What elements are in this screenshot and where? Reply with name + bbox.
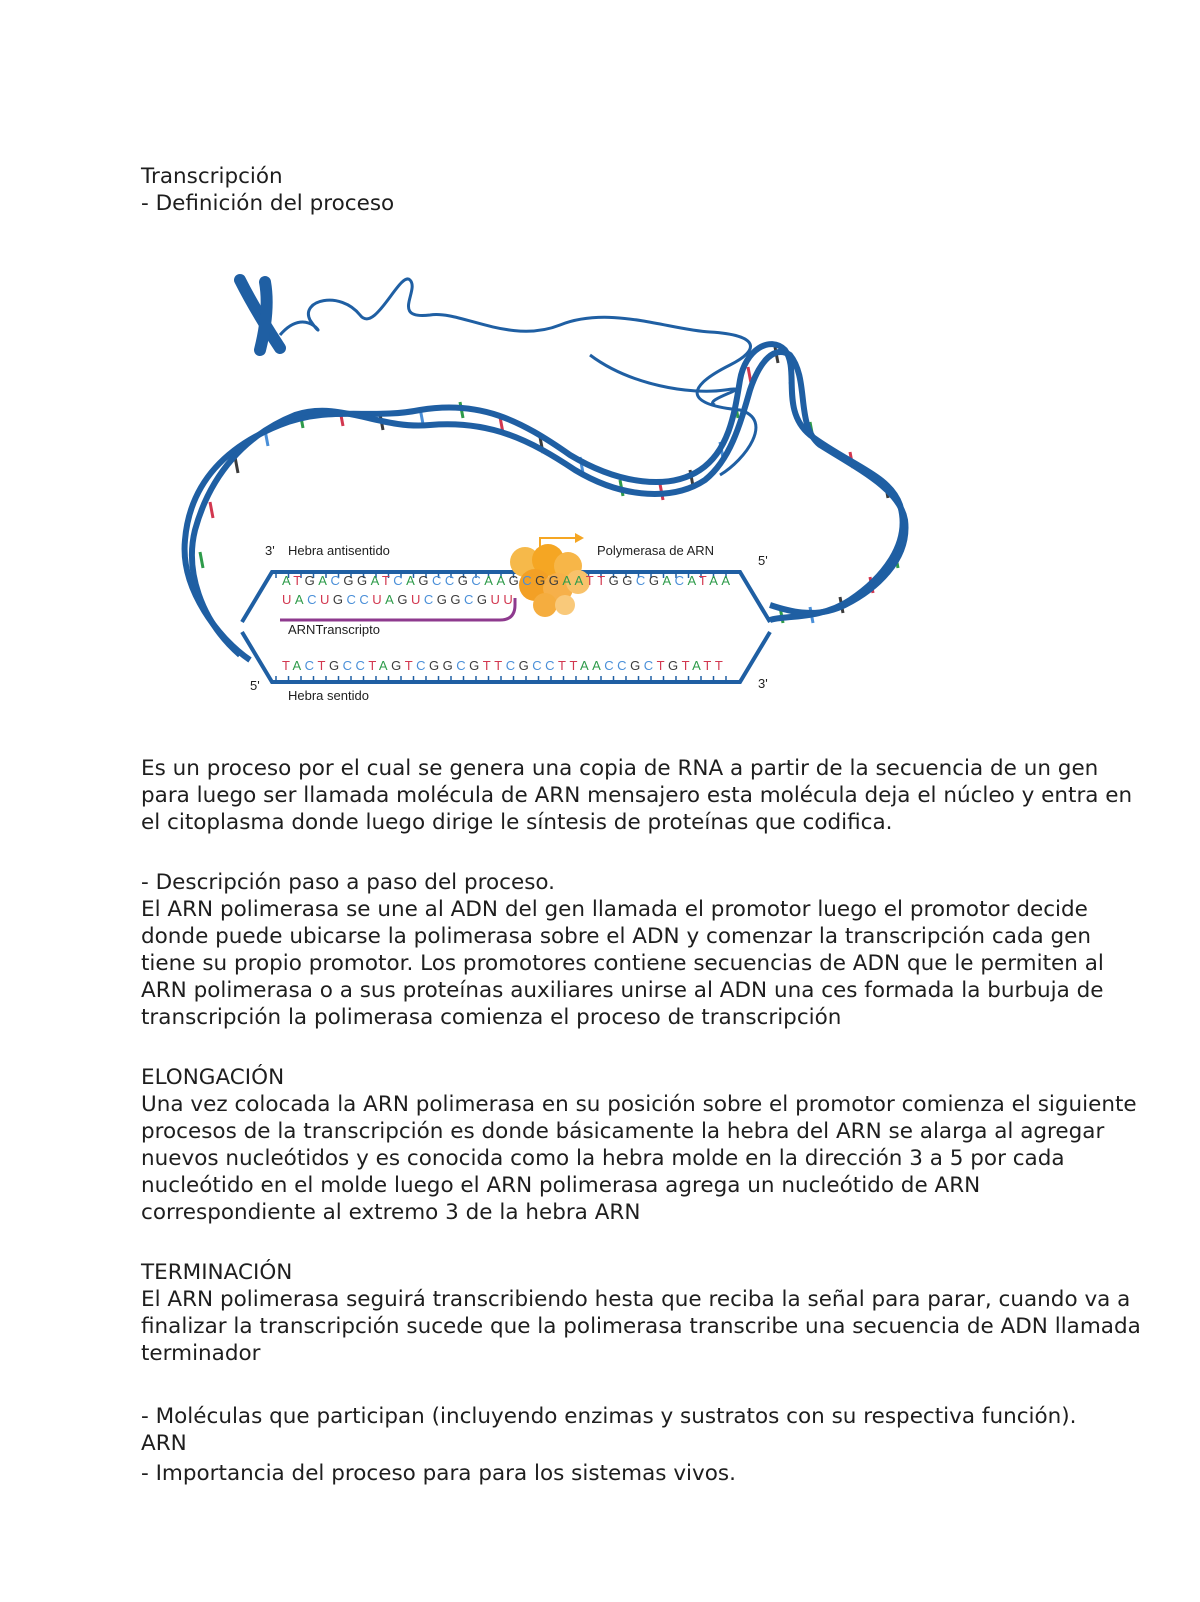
nucleotide: T xyxy=(698,573,710,588)
nucleotide: C xyxy=(643,658,657,673)
nucleotide: T xyxy=(714,658,727,673)
nucleotide: C xyxy=(423,592,437,607)
nucleotide: U xyxy=(503,592,517,607)
nucleotide: T xyxy=(381,573,394,588)
definition-line-3: el citoplasma donde luego dirige le síntesis de proteínas que codifica. xyxy=(141,810,893,835)
nucleotide: T xyxy=(656,658,669,673)
nucleotide: T xyxy=(482,658,495,673)
nucleotide: C xyxy=(307,592,320,607)
steps-line-3: tiene su propio promotor. Los promotores contiene secuencias de ADN que le permiten al xyxy=(141,951,1104,976)
nucleotide: T xyxy=(597,573,609,588)
termination-line-2: finalizar la transcripción sucede que la polimerasa transcribe una secuencia de ADN llamada xyxy=(141,1314,1141,1339)
nucleotide: T xyxy=(703,658,715,673)
nucleotide: T xyxy=(569,658,580,673)
nucleotide: C xyxy=(635,573,649,588)
label-5-prime-top: 5' xyxy=(758,553,768,568)
section-heading-steps: - Descripción paso a paso del proceso. xyxy=(141,870,556,895)
section-heading-molecules: - Moléculas que participan (incluyendo enzimas y sustratos con su respectiva función). xyxy=(141,1404,1077,1429)
nucleotide: G xyxy=(548,573,563,588)
nucleotide: C xyxy=(444,573,458,588)
elongation-line-2: procesos de la transcripción es donde básicamente la hebra del ARN se alarga al agregar xyxy=(141,1119,1105,1144)
nucleotide: T xyxy=(404,658,417,673)
antisense-sequence xyxy=(282,573,734,588)
label-polymerase: Polymerasa de ARN xyxy=(597,543,715,558)
nucleotide: G xyxy=(329,658,343,673)
nucleotide: G xyxy=(304,573,319,588)
document-title: Transcripción xyxy=(141,164,283,189)
transcription-diagram xyxy=(160,260,940,725)
nucleotide: T xyxy=(494,658,506,673)
nucleotide: G xyxy=(442,658,457,673)
label-antisense: Hebra antisentido xyxy=(288,543,390,558)
nucleotide: C xyxy=(674,573,688,588)
nucleotide: G xyxy=(343,573,357,588)
nucleotide: A xyxy=(662,573,675,588)
nucleotide: C xyxy=(604,658,618,673)
nucleotide: A xyxy=(294,592,308,607)
nucleotide: A xyxy=(692,658,704,673)
nucleotide: U xyxy=(490,592,504,607)
nucleotide: G xyxy=(608,573,623,588)
nucleotide: G xyxy=(476,592,491,607)
nucleotide: A xyxy=(292,658,305,673)
section-heading-importance: - Importancia del proceso para para los sistemas vivos. xyxy=(141,1461,736,1486)
nucleotide: G xyxy=(450,592,464,607)
nucleotide: G xyxy=(397,592,411,607)
elongation-line-4: nucleótido en el molde luego el ARN polimerasa agrega un nucleótido de ARN xyxy=(141,1173,981,1198)
nucleotide: G xyxy=(391,658,405,673)
nucleotide: T xyxy=(317,658,329,673)
section-heading-elongation: ELONGACIÓN xyxy=(141,1065,285,1090)
nucleotide: G xyxy=(648,573,663,588)
nucleotide: C xyxy=(471,573,485,588)
nucleotide: G xyxy=(469,658,483,673)
steps-line-2: donde puede ubicarse la polimerasa sobre el ADN y comenzar la transcripción cada gen xyxy=(141,924,1092,949)
nucleotide: A xyxy=(496,573,509,588)
nucleotide: A xyxy=(592,658,605,673)
chromatin-fiber-2 xyxy=(590,355,736,405)
nucleotide: A xyxy=(406,573,419,588)
nucleotide: C xyxy=(304,658,318,673)
transcription-figure xyxy=(160,260,940,725)
definition-line-2: para luego ser llamada molécula de ARN mensajero esta molécula deja el núcleo y entra en xyxy=(141,783,1133,808)
steps-line-1: El ARN polimerasa se une al ADN del gen llamada el promotor luego el promotor decide xyxy=(141,897,1088,922)
nucleotide: T xyxy=(293,573,305,588)
nucleotide: C xyxy=(330,573,344,588)
nucleotide: T xyxy=(558,658,570,673)
direction-arrow-head xyxy=(575,533,584,543)
nucleotide: U xyxy=(319,592,333,607)
nucleotide: T xyxy=(368,658,379,673)
nucleotide: A xyxy=(484,573,497,588)
definition-line-1: Es un proceso por el cual se genera una copia de RNA a partir de la secuencia de un gen xyxy=(141,756,1099,781)
nucleotide: G xyxy=(518,658,533,673)
rna-sequence xyxy=(282,592,516,607)
nucleotide: A xyxy=(370,573,382,588)
nucleotide: A xyxy=(579,658,593,673)
nucleotide: U xyxy=(372,592,386,607)
nucleotide: G xyxy=(535,573,549,588)
section-heading-definition: - Definición del proceso xyxy=(141,191,395,216)
nucleotide: T xyxy=(585,573,598,588)
nucleotide: C xyxy=(359,592,373,607)
nucleotide: U xyxy=(410,592,424,607)
nucleotide: G xyxy=(356,573,371,588)
nucleotide: T xyxy=(681,658,693,673)
chromatin-fiber xyxy=(280,279,756,475)
nucleotide: C xyxy=(522,573,536,588)
steps-line-5: transcripción la polimerasa comienza el proceso de transcripción xyxy=(141,1005,842,1030)
nucleotide: G xyxy=(622,573,636,588)
nucleotide: C xyxy=(545,658,558,673)
elongation-line-5: correspondiente al extremo 3 de la hebra ARN xyxy=(141,1200,641,1225)
nucleotide: C xyxy=(342,658,356,673)
label-3-prime-top: 3' xyxy=(265,543,275,558)
nucleotide: T xyxy=(282,658,293,673)
termination-line-3: terminador xyxy=(141,1341,261,1366)
nucleotide: A xyxy=(318,573,331,588)
base-pair-rung xyxy=(210,502,213,518)
nucleotide: C xyxy=(416,658,430,673)
nucleotide: G xyxy=(630,658,644,673)
elongation-line-1: Una vez colocada la ARN polimerasa en su posición sobre el promotor comienza el siguiente xyxy=(141,1092,1137,1117)
nucleotide: C xyxy=(532,658,546,673)
label-rna-transcript: ARNTranscripto xyxy=(288,622,380,637)
chromosome-icon xyxy=(240,280,280,350)
molecules-item: ARN xyxy=(141,1431,187,1456)
nucleotide: A xyxy=(687,573,699,588)
steps-line-4: ARN polimerasa o a sus proteínas auxiliares unirse al ADN una ces formada la burbuja de xyxy=(141,978,1104,1003)
nucleotide: G xyxy=(429,658,443,673)
nucleotide: U xyxy=(282,592,295,607)
nucleotide: A xyxy=(385,592,398,607)
elongation-line-3: nuevos nucleótidos y es conocida como la hebra molde en la dirección 3 a 5 por cada xyxy=(141,1146,1065,1171)
nucleotide: C xyxy=(431,573,445,588)
nucleotide: C xyxy=(505,658,519,673)
nucleotide: A xyxy=(378,658,392,673)
nucleotide: C xyxy=(346,592,360,607)
base-pair-rung xyxy=(200,552,203,568)
sense-sequence xyxy=(282,658,726,673)
nucleotide: G xyxy=(668,658,682,673)
nucleotide: A xyxy=(709,573,722,588)
nucleotide: C xyxy=(355,658,369,673)
nucleotide: A xyxy=(574,573,586,588)
label-5-prime-bottom: 5' xyxy=(250,678,260,693)
nucleotide: G xyxy=(332,592,347,607)
nucleotide: C xyxy=(463,592,477,607)
nucleotide: G xyxy=(418,573,432,588)
label-sense: Hebra sentido xyxy=(288,688,369,703)
termination-line-1: El ARN polimerasa seguirá transcribiendo hesta que reciba la señal para parar, cuando va a xyxy=(141,1287,1131,1312)
nucleotide: G xyxy=(457,573,472,588)
label-3-prime-bottom: 3' xyxy=(758,676,768,691)
nucleotide: A xyxy=(282,573,294,588)
nucleotide: C xyxy=(393,573,407,588)
section-heading-termination: TERMINACIÓN xyxy=(141,1260,293,1285)
nucleotide: G xyxy=(508,573,523,588)
nucleotide: A xyxy=(721,573,734,588)
nucleotide: C xyxy=(456,658,470,673)
nucleotide: C xyxy=(617,658,631,673)
nucleotide: G xyxy=(436,592,451,607)
nucleotide: A xyxy=(562,573,575,588)
sense-strand xyxy=(242,632,770,682)
